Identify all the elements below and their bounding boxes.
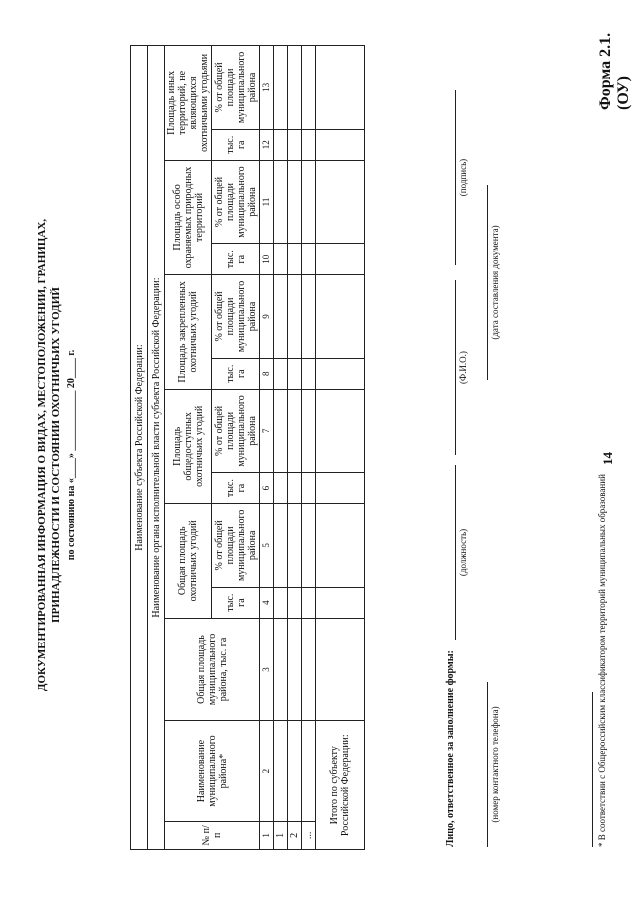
column-number: 3 [260,618,274,721]
footnote: * В соответствии с Общероссийским классификатором территорий муниципальных образований [597,474,607,847]
phone-caption: (номер контактного телефона) [490,706,500,823]
header-assigned-hunting: Площадь закрепленных охотничьих угодий [165,275,212,389]
column-number: 1 [260,821,274,849]
name-caption: (Ф.И.О.) [458,351,468,384]
column-number: 4 [260,587,274,618]
page-number: 14 [600,452,615,465]
subheader-tha: тыс. га [212,244,260,275]
subject-row: Наименование субъекта Российской Федерации: [131,46,148,850]
subheader-tha: тыс. га [212,473,260,504]
document-title-line-1: ДОКУМЕНТИРОВАННАЯ ИНФОРМАЦИЯ О ВИДАХ, МЕСТОПОЛОЖЕНИИ, ГРАНИЦАХ, [36,218,48,692]
column-number: 12 [260,129,274,160]
header-public-hunting: Площадь общедоступных охотничьих угодий [165,389,212,503]
position-line [455,465,456,640]
column-number: 8 [260,358,274,389]
position-caption: (должность) [458,528,468,577]
total-label: Итого по субъекту Российской Федерации: [316,721,365,850]
subheader-tha: тыс. га [212,587,260,618]
subheader-pct: % от общей площади муниципального района [212,46,260,130]
header-area: Общая площадь муниципального района, тыс. га [165,618,260,721]
column-number: 9 [260,275,274,359]
subheader-pct: % от общей площади муниципального района [212,275,260,359]
subheader-tha: тыс. га [212,129,260,160]
footnote-separator [592,692,593,847]
column-number: 2 [260,721,274,821]
date-caption: (дата составления документа) [490,225,500,340]
form-label: Форма 2.1. (ОУ) [597,32,632,110]
table-row [288,46,302,850]
subheader-tha: тыс. га [212,358,260,389]
authority-row: Наименование органа исполнительной власти субъекта Российской Федерации: [148,46,165,850]
row-number: ... [302,821,316,849]
column-number: 11 [260,160,274,244]
document-date-line: по состоянию на «____» ____________ 20____ г. [66,349,77,561]
header-num: № п/п [165,821,260,849]
signature-line [455,90,456,265]
row-number: 1 [274,821,288,849]
table-row [274,46,288,850]
row-number: 2 [288,821,302,849]
responsible-label: Лицо, ответственное за заполнение формы: [445,650,456,847]
document-title-line-2: ПРИНАДЛЕЖНОСТИ И СОСТОЯНИИ ОХОТНИЧЬИХ УГОДИЙ [50,287,62,623]
header-total-hunting: Общая площадь охотничьих угодий [165,504,212,618]
hunting-grounds-table [130,45,365,850]
column-number: 13 [260,46,274,130]
date-line [487,185,488,380]
name-line [455,280,456,455]
column-number: 6 [260,473,274,504]
subheader-pct: % от общей площади муниципального района [212,389,260,473]
phone-line [487,682,488,847]
header-other: Площадь иных территорий, не являющихся охотничьими угодьями [165,46,212,161]
signature-caption: (подпись) [458,158,468,197]
column-number-row [260,46,274,850]
column-number: 5 [260,504,274,588]
header-protected: Площадь особо охраняемых природных территорий [165,160,212,274]
column-number: 10 [260,244,274,275]
table-row [302,46,316,850]
subheader-pct: % от общей площади муниципального района [212,504,260,588]
column-number: 7 [260,389,274,473]
total-row [316,46,365,850]
subheader-pct: % от общей площади муниципального района [212,160,260,244]
header-district: Наименование муниципального района* [165,721,260,821]
